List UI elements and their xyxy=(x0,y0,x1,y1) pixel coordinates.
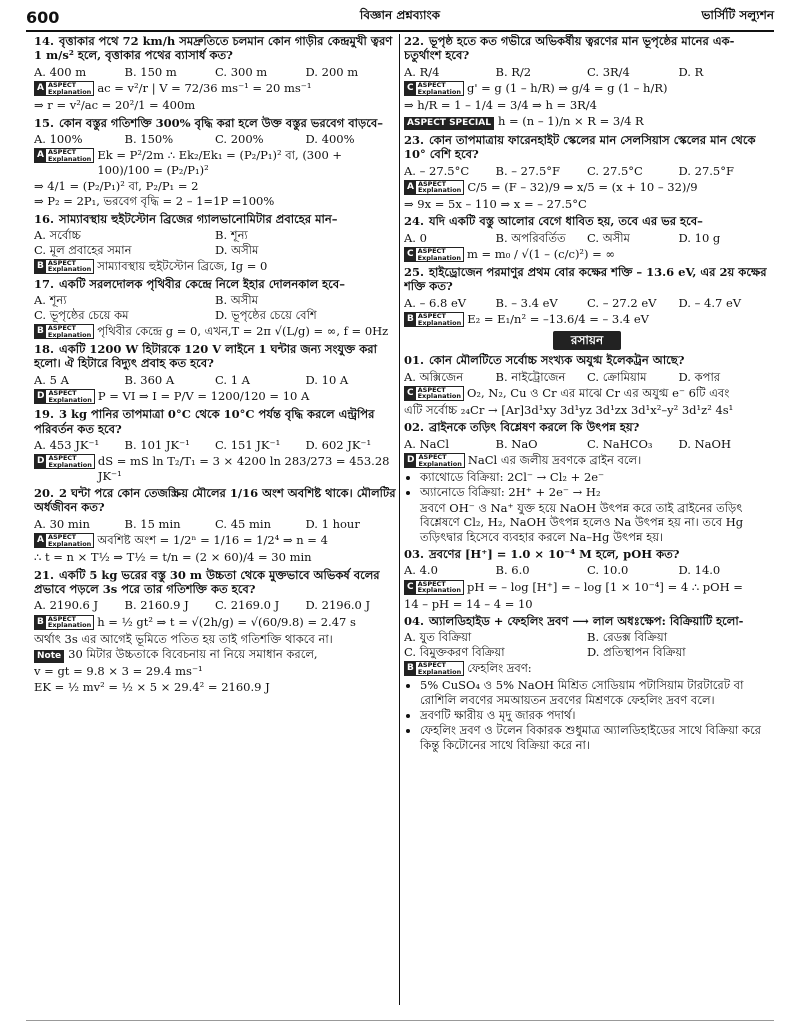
question-20: 20. 2 ঘন্টা পরে কোন তেজস্ক্রিয় মৌলের 1/16 অংশ অবশিষ্ট থাকে। মৌলটির অর্ধজীবন কত? A. 30 min B. 15 min C. 45 min D. 1 hour A ASPECT Explanation অবশিষ্ট অংশ = 1/2ⁿ = 1/16 = 1/2⁴ ⇒ n = 4 ∴ t = n × T½ ⇒ T½ = t/n = (2 × 60)/4 = 30 min xyxy=(34,486,396,565)
question-text: যদি একটি বস্তু আলোর বেগে ধাবিত হয়, তবে এর ভর হবে– xyxy=(429,214,703,229)
question-text: হাইড্রোজেন পরমাণুর প্রথম বোর কক্ষের শক্তি – 13.6 eV, এর 2য় কক্ষের শক্তি কত? xyxy=(404,265,767,294)
question-text: কোন তাপমাত্রায় ফারেনহাইট স্কেলের মান সেলসিয়াস স্কেলের মান থেকে 10° বেশি হবে? xyxy=(404,132,756,162)
question-21: 21. একটি 5 kg ভরের বস্তু 30 m উচ্চতা থেকে মুক্তভাবে অভিকর্ষ বলের প্রভাবে পড়লে 3s পরে তার গতিশক্তি কত হবে? A. 2190.6 J B. 2160.9 J C. 2169.0 J D. 2196.0 J B ASPECT Explanation h = ½ gt² ⇒ t = √(2h/g) = √(60/9.8) = 2.47 s অর্থাৎ 3s এর আগেই ভূমিতে পতিত হয় তাই গতিশক্তি থাকবে না। Note 30 মিটার উচ্চতাকে বিবেচনায় না নিয়ে সমাধান করলে, v = gt = 9.8 × 3 = 29.4 ms⁻¹ EK = ½ mv² = ½ × 5 × 29.4² = 2160.9 J xyxy=(34,568,396,695)
section-heading-chemistry: রসায়ন xyxy=(404,331,770,350)
question-text: কোন বস্তুর গতিশক্তি 300% বৃদ্ধি করা হলে উক্ত বস্তুর ভরবেগ বাড়বে– xyxy=(59,115,383,130)
question-text: দ্রবণের [H⁺] = 1.0 × 10⁻⁴ M হলে, pOH কত? xyxy=(429,546,680,561)
aspect-badge: C ASPECT Explanation xyxy=(404,81,464,96)
question-text: বৃত্তাকার পথে 72 km/h সমদ্রুতিতে চলমান কোন গাড়ীর কেন্দ্রমুখী ত্বরণ 1 m/s² হলে, বৃত্তাকার পথের ব্যাসার্ধ কত? xyxy=(34,34,393,63)
chem-question-02: 02. ব্রাইনকে তড়িৎ বিশ্লেষণ করলে কি উৎপন্ন হয়? A. NaCl B. NaO C. NaHCO₃ D. NaOH D ASPECT Explanation NaCl এর জলীয় দ্রবণকে ব্রাইন বলে। • ক্যাথোডে বিক্রিয়া: 2Cl⁻ → Cl₂ + 2e⁻ • অ্যানোডে বিক্রিয়া: 2H⁺ + 2e⁻ → H₂ দ্রবণে OH⁻ ও Na⁺ যুক্ত হয়ে NaOH উৎপন্ন করে তাই ব্রাইনের তড়িৎ বিশ্লেষণে Cl₂, H₂, NaOH উৎপন্ন হলেও Na উৎপন্ন হয় না। তবে Hg তড়িৎদ্বার হিসেবে ব্যবহার করলে Na–Hg উৎপন্ন হয়। xyxy=(404,420,770,544)
explanation: A ASPECT Explanation Ek = P²/2m ∴ Ek₂/Ek₁ = (P₂/P₁)² বা, (300 + 100)/100 = (P₂/P₁)² xyxy=(34,148,396,177)
explanation: B ASPECT Explanation E₂ = E₁/n² = –13.6/4 = – 3.4 eV xyxy=(404,312,770,327)
page-header xyxy=(26,6,774,30)
explanation: D ASPECT Explanation dS = mS ln T₂/T₁ = 3 × 4200 ln 283/273 = 453.28 JK⁻¹ xyxy=(34,454,396,483)
question-23: 23. কোন তাপমাত্রায় ফারেনহাইট স্কেলের মান সেলসিয়াস স্কেলের মান থেকে 10° বেশি হবে? A. – 27.5°C B. – 27.5°F C. 27.5°C D. 27.5°F A ASPECT Explanation C/5 = (F – 32)/9 ⇒ x/5 = (x + 10 – 32)/9 ⇒ 9x = 5x – 110 ⇒ x = – 27.5°C xyxy=(404,133,770,212)
question-14: 14. বৃত্তাকার পথে 72 km/h সমদ্রুতিতে চলমান কোন গাড়ীর কেন্দ্রমুখী ত্বরণ 1 m/s² হলে, বৃত্তাকার পথের ব্যাসার্ধ কত? A. 400 m B. 150 m C. 300 m D. 200 m A ASPECT Explanation ac = v²/r | V = 72/36 ms⁻¹ = 20 ms⁻¹ ⇒ r = v²/ac = 20²/1 = 400m xyxy=(34,34,396,113)
aspect-badge: B ASPECT Explanation xyxy=(404,661,464,676)
aspect-badge: C ASPECT Explanation xyxy=(404,247,464,262)
aspect-badge: B ASPECT Explanation xyxy=(34,324,94,339)
aspect-badge: A ASPECT Explanation xyxy=(34,148,94,163)
question-18: 18. একটি 1200 W হিটারকে 120 V লাইনে 1 ঘন্টার জন্য সংযুক্ত করা হলো। ঐ হিটারে বিদ্যুৎ প্রবাহ কত হবে? A. 5 A B. 360 A C. 1 A D. 10 A D ASPECT Explanation P = VI ⇒ I = P/V = 1200/120 = 10 A xyxy=(34,342,396,404)
explanation: B ASPECT Explanation সাম্যাবস্থায় হুইটস্টোন ব্রিজে, Ig = 0 xyxy=(34,259,396,274)
aspect-badge: A ASPECT Explanation xyxy=(34,81,94,96)
question-text: 3 kg পানির তাপমাত্রা 0°C থেকে 10°C পর্যন্ত বৃদ্ধি করলে এন্ট্রপির পরিবর্তন কত হবে? xyxy=(34,407,375,436)
explanation: B ASPECT Explanation h = ½ gt² ⇒ t = √(2h/g) = √(60/9.8) = 2.47 s xyxy=(34,615,396,630)
book-title: বিজ্ঞান প্রশ্নব্যাংক xyxy=(359,8,441,22)
footer-rule xyxy=(26,1020,774,1021)
header-rule xyxy=(26,30,774,32)
explanation: A ASPECT Explanation ac = v²/r | V = 72/36 ms⁻¹ = 20 ms⁻¹ xyxy=(34,81,396,96)
question-15: 15. কোন বস্তুর গতিশক্তি 300% বৃদ্ধি করা হলে উক্ত বস্তুর ভরবেগ বাড়বে– A. 100% B. 150% C. 200% D. 400% A ASPECT Explanation Ek = P²/2m ∴ Ek₂/Ek₁ = (P₂/P₁)² বা, (300 + 100)/100 = (P₂/P₁)² ⇒ 4/1 = (P₂/P₁)² বা, P₂/P₁ = 2 ⇒ P₂ = 2P₁, ভরবেগ বৃদ্ধি = 2 – 1=1P =100% xyxy=(34,116,396,209)
question-19: 19. 3 kg পানির তাপমাত্রা 0°C থেকে 10°C পর্যন্ত বৃদ্ধি করলে এন্ট্রপির পরিবর্তন কত হবে? A. 453 JK⁻¹ B. 101 JK⁻¹ C. 151 JK⁻¹ D. 602 JK⁻¹ D ASPECT Explanation dS = mS ln T₂/T₁ = 3 × 4200 ln 283/273 = 453.28 JK⁻¹ xyxy=(34,407,396,483)
explanation: A ASPECT Explanation C/5 = (F – 32)/9 ⇒ x/5 = (x + 10 – 32)/9 xyxy=(404,180,770,195)
question-text: অ্যালডিহাইড + ফেহলিং দ্রবণ ⟶ লাল অধঃক্ষেপ: বিক্রিয়াটি হলো- xyxy=(429,614,744,628)
aspect-badge: D ASPECT Explanation xyxy=(34,454,95,469)
question-22: 22. ভূপৃষ্ঠ হতে কত গভীরে অভিকর্ষীয় ত্বরণের মান ভূপৃষ্ঠের মানের এক-চতুর্থাংশ হবে? A. R/4 B. R/2 C. 3R/4 D. R C ASPECT Explanation g' = g (1 – h/R) ⇒ g/4 = g (1 – h/R) ⇒ h/R = 1 – 1/4 = 3/4 ⇒ h = 3R/4 ASPECT SPECIAL h = (n – 1)/n × R = 3/4 R xyxy=(404,34,770,130)
right-column xyxy=(404,34,770,1005)
column-divider xyxy=(399,34,400,1005)
explanation: C ASPECT Explanation O₂, N₂, Cu ও Cr এর মাঝে Cr এর অযুগ্ম e⁻ 6টি এবং xyxy=(404,386,770,401)
question-text: ব্রাইনকে তড়িৎ বিশ্লেষণ করলে কি উৎপন্ন হয়? xyxy=(429,420,640,435)
question-24: 24. যদি একটি বস্তু আলোর বেগে ধাবিত হয়, তবে এর ভর হবে– A. 0 B. অপরিবর্তিত C. অসীম D. 10 g C ASPECT Explanation m = m₀ / √(1 – (c/c)²) = ∞ xyxy=(404,214,770,262)
aspect-special-tag: ASPECT SPECIAL xyxy=(404,117,494,130)
aspect-badge: D ASPECT Explanation xyxy=(404,453,465,468)
left-column xyxy=(34,34,396,1005)
explanation: C ASPECT Explanation g' = g (1 – h/R) ⇒ g/4 = g (1 – h/R) xyxy=(404,81,770,96)
publisher-name: ভার্সিটি সল্যুশন xyxy=(701,8,774,22)
explanation: A ASPECT Explanation অবশিষ্ট অংশ = 1/2ⁿ = 1/16 = 1/2⁴ ⇒ n = 4 xyxy=(34,533,396,548)
aspect-badge: A ASPECT Explanation xyxy=(34,533,94,548)
explanation: B ASPECT Explanation ফেহলিং দ্রবণ: xyxy=(404,661,770,676)
question-text: কোন মৌলটিতে সর্বোচ্চ সংখ্যক অযুগ্ম ইলেকট্রন আছে? xyxy=(429,353,685,368)
explanation: C ASPECT Explanation pH = – log [H⁺] = – log [1 × 10⁻⁴] = 4 ∴ pOH = xyxy=(404,580,770,595)
chem-question-03: 03. দ্রবণের [H⁺] = 1.0 × 10⁻⁴ M হলে, pOH কত? A. 4.0 B. 6.0 C. 10.0 D. 14.0 C ASPECT Explanation pH = – log [H⁺] = – log [1 × 10⁻⁴] = 4 ∴ pOH = 14 – pH = 14 – 4 = 10 xyxy=(404,547,770,611)
explanation: D ASPECT Explanation P = VI ⇒ I = P/V = 1200/120 = 10 A xyxy=(34,389,396,404)
aspect-badge: B ASPECT Explanation xyxy=(34,259,94,274)
aspect-badge: B ASPECT Explanation xyxy=(404,312,464,327)
page-number: 600 xyxy=(26,8,60,27)
aspect-badge: C ASPECT Explanation xyxy=(404,386,464,401)
aspect-badge: B ASPECT Explanation xyxy=(34,615,94,630)
question-text: সাম্যাবস্থায় হুইটস্টোন ব্রিজের গ্যালভানোমিটার প্রবাহের মান– xyxy=(59,211,338,226)
explanation: D ASPECT Explanation NaCl এর জলীয় দ্রবণকে ব্রাইন বলে। xyxy=(404,453,770,468)
note-tag: Note xyxy=(34,650,64,663)
question-text: একটি 5 kg ভরের বস্তু 30 m উচ্চতা থেকে মুক্তভাবে অভিকর্ষ বলের প্রভাবে পড়লে 3s পরে তার গতিশক্তি কত হবে? xyxy=(34,567,380,596)
explanation: B ASPECT Explanation পৃথিবীর কেন্দ্রে g = 0, এখন,T = 2π √(L/g) = ∞, f = 0Hz xyxy=(34,324,396,339)
question-text: একটি 1200 W হিটারকে 120 V লাইনে 1 ঘন্টার জন্য সংযুক্ত করা হলো। ঐ হিটারে বিদ্যুৎ প্রবাহ কত হবে? xyxy=(34,342,377,371)
aspect-badge: D ASPECT Explanation xyxy=(34,389,95,404)
chem-question-04: 04. অ্যালডিহাইড + ফেহলিং দ্রবণ ⟶ লাল অধঃক্ষেপ: বিক্রিয়াটি হলো- A. যুত বিক্রিয়া B. রেডক্স বিক্রিয়া C. বিমুক্তকরণ বিক্রিয়া D. প্রতিস্থাপন বিক্রিয়া B ASPECT Explanation ফেহলিং দ্রবণ: • 5% CuSO₄ ও 5% NaOH মিশ্রিত সোডিয়াম পটাসিয়াম টারটারেট বা রোশিলি লবণের সমআয়তন দ্রবণের মিশ্রণকে ফেহলিং দ্রবণ বলে। • দ্রবণটি ক্ষারীয় ও মৃদু জারক পদার্থ। • ফেহলিং দ্রবণ ও টলেন বিকারক শুধুমাত্র অ্যালডিহাইডের সাথে বিক্রিয়া করে কিন্তু কিটোনের সাথে বিক্রিয়া করে না। xyxy=(404,614,770,752)
aspect-badge: C ASPECT Explanation xyxy=(404,580,464,595)
question-text: ভূপৃষ্ঠ হতে কত গভীরে অভিকর্ষীয় ত্বরণের মান ভূপৃষ্ঠের মানের এক-চতুর্থাংশ হবে? xyxy=(404,34,735,63)
question-16: 16. সাম্যাবস্থায় হুইটস্টোন ব্রিজের গ্যালভানোমিটার প্রবাহের মান– A. সর্বোচ্চ B. শূন্য C. মূল প্রবাহের সমান D. অসীম B ASPECT Explanation সাম্যাবস্থায় হুইটস্টোন ব্রিজে, Ig = 0 xyxy=(34,212,396,274)
aspect-badge: A ASPECT Explanation xyxy=(404,180,464,195)
question-25: 25. হাইড্রোজেন পরমাণুর প্রথম বোর কক্ষের শক্তি – 13.6 eV, এর 2য় কক্ষের শক্তি কত? A. – 6.8 eV B. – 3.4 eV C. – 27.2 eV D. – 4.7 eV B ASPECT Explanation E₂ = E₁/n² = –13.6/4 = – 3.4 eV xyxy=(404,265,770,327)
chem-question-01: 01. কোন মৌলটিতে সর্বোচ্চ সংখ্যক অযুগ্ম ইলেকট্রন আছে? A. অক্সিজেন B. নাইট্রোজেন C. ক্রোমিয়াম D. কপার C ASPECT Explanation O₂, N₂, Cu ও Cr এর মাঝে Cr এর অযুগ্ম e⁻ 6টি এবং এটি সর্বোচ্চ ₂₄Cr → [Ar]3d¹xy 3d¹yz 3d¹zx 3d¹x²–y² 3d¹z² 4s¹ xyxy=(404,353,770,417)
explanation: C ASPECT Explanation m = m₀ / √(1 – (c/c)²) = ∞ xyxy=(404,247,770,262)
question-text: 2 ঘন্টা পরে কোন তেজস্ক্রিয় মৌলের 1/16 অংশ অবশিষ্ট থাকে। মৌলটির অর্ধজীবন কত? xyxy=(34,486,396,515)
question-17: 17. একটি সরলদোলক পৃথিবীর কেন্দ্রে নিলে ইহার দোলনকাল হবে– A. শূন্য B. অসীম C. ভূপৃষ্ঠের চেয়ে কম D. ভূপৃষ্ঠের চেয়ে বেশি B ASPECT Explanation পৃথিবীর কেন্দ্রে g = 0, এখন,T = 2π √(L/g) = ∞, f = 0Hz xyxy=(34,277,396,339)
question-text: একটি সরলদোলক পৃথিবীর কেন্দ্রে নিলে ইহার দোলনকাল হবে– xyxy=(59,276,345,291)
